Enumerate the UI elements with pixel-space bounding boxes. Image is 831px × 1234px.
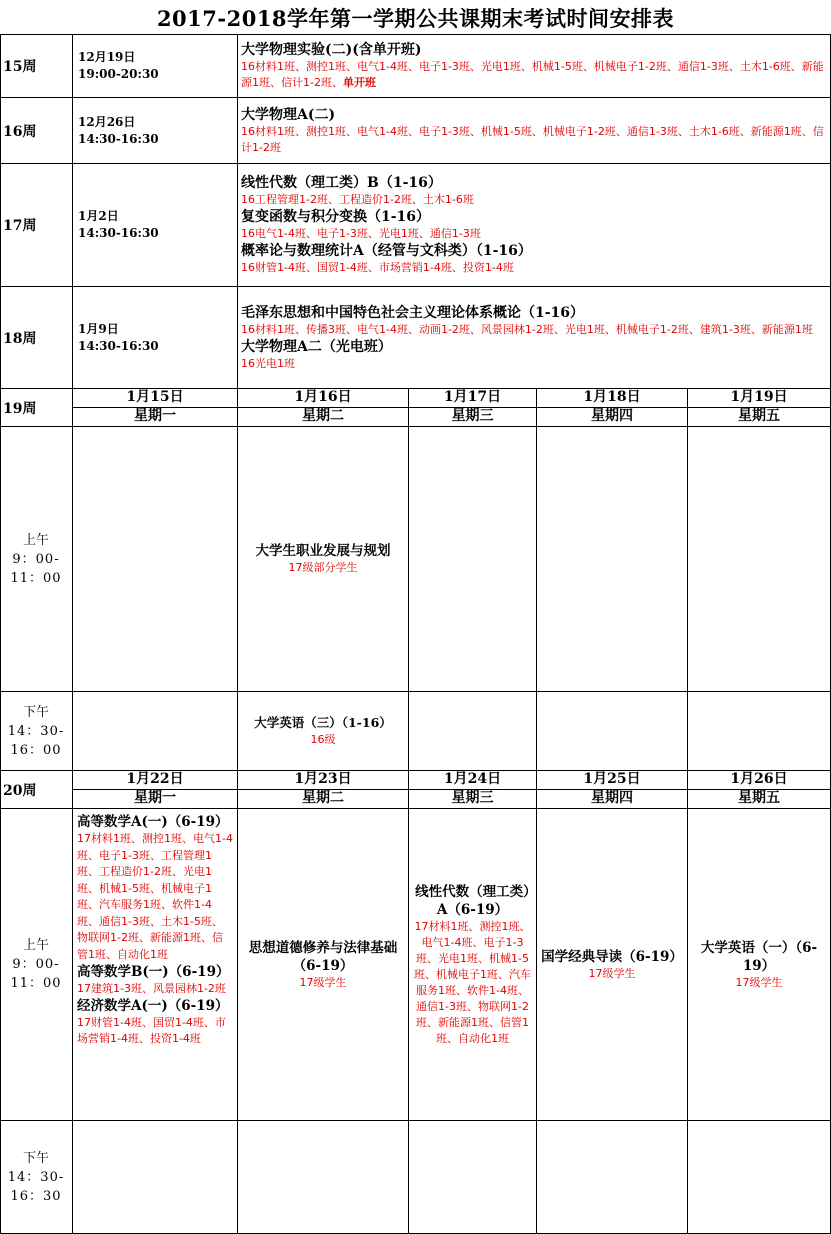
day-weekday: 星期五 [688,790,831,809]
exam-time-17 [73,164,238,287]
day-weekday: 星期四 [537,790,688,809]
exam-slot-empty [73,1121,238,1234]
exam-slot-empty [409,692,537,771]
day-weekday: 星期五 [688,408,831,427]
session-am: 上午 9：00- 11：00 [0,427,73,692]
exam-hours: 19:00-20:30 [78,67,159,81]
day-weekday: 星期一 [73,790,238,809]
exam-info-17 [238,164,831,287]
exam-slot-empty [537,1121,688,1234]
course-name: 概率论与数理统计A（经管与文科类）（1-16） [241,243,532,259]
exam-slot-empty [688,692,831,771]
exam-slot-empty [537,692,688,771]
exam-slot-empty [73,692,238,771]
exam-date: 12月26日 [78,114,136,129]
exam-info-16 [238,98,831,164]
exam-hours: 14:30-16:30 [78,131,159,146]
day-date: 1月22日 [73,771,238,790]
day-weekday: 星期三 [409,790,537,809]
course-name: 高等数学A(一)（6-19） [77,814,229,830]
class-list: 17财管1-4班、国贸1-4班、市场营销1-4班、投资1-4班 [77,1016,226,1045]
day-weekday: 星期三 [409,408,537,427]
week-label-20: 20周 [0,771,73,809]
page-title: 2017-2018学年第一学期公共课期末考试时间安排表 [156,6,675,31]
class-list: 17建筑1-3班、风景园林1-2班 [77,982,226,995]
day-weekday: 星期四 [537,408,688,427]
day-date: 1月18日 [537,389,688,408]
class-list: 17级学生 [299,975,347,989]
exam-hours: 14:30-16:30 [78,226,159,240]
day-weekday: 星期二 [238,790,409,809]
day-date: 1月25日 [537,771,688,790]
class-list: 17级学生 [735,975,783,989]
class-list: 16材料1班、测控1班、电气1-4班、电子1-3班、机械1-5班、机械电子1-2班、通信1-3班、土木1-6班、新能源1班、信计1-2班 [241,124,824,154]
exam-date: 12月19日 [78,50,136,64]
session-am: 上午 9：00- 11：00 [0,809,73,1121]
day-date: 1月15日 [73,389,238,408]
exam-slot [238,692,409,771]
exam-slot-empty [409,1121,537,1234]
exam-slot-empty [73,427,238,692]
course-name: 大学英语（三）（1-16） [254,715,392,730]
course-name: 大学生职业发展与规划 [255,543,391,559]
week-label-16: 16周 [0,98,73,164]
session-pm: 下午 14：30- 16：00 [0,692,73,771]
exam-slot-empty [409,427,537,692]
exam-slot [238,809,409,1121]
course-name: 大学物理A二（光电班） [241,338,392,355]
class-list: 16财管1-4班、国贸1-4班、市场营销1-4班、投资1-4班 [241,261,514,274]
exam-slot [409,809,537,1121]
week-label-17: 17周 [0,164,73,287]
exam-info-18 [238,287,831,389]
class-list: 16工程管理1-2班、工程造价1-2班、土木1-6班 [241,193,474,206]
exam-date: 1月2日 [78,209,119,223]
day-date: 1月16日 [238,389,409,408]
course-name: 大学英语（一）（6-19） [700,939,818,974]
class-list: 16材料1班、传播3班、电气1-4班、动画1-2班、风景园林1-2班、光电1班、机械电子1-2班、建筑1-3班、新能源1班 [241,322,813,336]
course-name: 线性代数（理工类）A（6-19） [415,883,530,918]
exam-info-15 [238,35,831,98]
exam-time-18 [73,287,238,389]
class-list: 16电气1-4班、电子1-3班、光电1班、通信1-3班 [241,227,481,240]
course-name: 大学物理实验(二)(含单开班) [241,42,422,58]
exam-date: 1月9日 [78,321,119,336]
course-name: 经济数学A(一)（6-19） [77,998,229,1014]
class-list: 17材料1班、测控1班、电气1-4班、电子1-3班、光电1班、机械1-5班、机械电子1班、汽车服务1班、软件1-4班、通信1-3班、物联网1-2班、新能源1班、信管1班、自动化1班 [414,919,531,1045]
exam-slot-empty [688,427,831,692]
course-name: 大学物理A(二) [241,106,336,123]
class-list: 16级 [310,733,336,746]
week-label-18: 18周 [0,287,73,389]
exam-time-15 [73,35,238,98]
course-name: 思想道德修养与法律基础（6-19） [248,939,398,974]
separate-class-note: 单开班 [342,76,376,89]
exam-slot [73,809,238,1121]
day-weekday: 星期一 [73,408,238,427]
exam-slot [238,427,409,692]
day-date: 1月17日 [409,389,537,408]
course-name: 复变函数与积分变换（1-16） [241,209,431,225]
exam-slot [537,809,688,1121]
exam-slot-empty [238,1121,409,1234]
exam-slot-empty [537,427,688,692]
day-date: 1月24日 [409,771,537,790]
exam-slot [688,809,831,1121]
exam-slot-empty [688,1121,831,1234]
day-date: 1月26日 [688,771,831,790]
day-date: 1月19日 [688,389,831,408]
day-weekday: 星期二 [238,408,409,427]
class-list: 17材料1班、测控1班、电气1-4班、电子1-3班、工程管理1班、工程造价1-2班、光电1班、机械1-5班、机械电子1班、汽车服务1班、软件1-4班、通信1-3班、土木1-5班、物联网1-2班、新能源1班、信管1班、自动化1班 [77,832,233,961]
exam-hours: 14:30-16:30 [78,338,159,353]
course-name: 高等数学B(一)（6-19） [77,964,230,980]
session-pm: 下午 14：30- 16：30 [0,1121,73,1234]
course-name: 国学经典导读（6-19） [541,948,683,965]
day-date: 1月23日 [238,771,409,790]
class-list: 16光电1班 [241,356,295,370]
course-name: 毛泽东思想和中国特色社会主义理论体系概论（1-16） [241,304,585,321]
class-list: 17级学生 [588,966,636,980]
exam-time-16 [73,98,238,164]
week-label-15: 15周 [0,35,73,98]
class-list: 16材料1班、测控1班、电气1-4班、电子1-3班、光电1班、机械1-5班、机械电子1-2班、通信1-3班、土木1-6班、新能源1班、信计1-2班、单开班 [241,60,824,89]
class-list: 17级部分学生 [288,561,358,574]
week-label-19: 19周 [0,389,73,427]
course-name: 线性代数（理工类）B（1-16） [241,175,442,191]
